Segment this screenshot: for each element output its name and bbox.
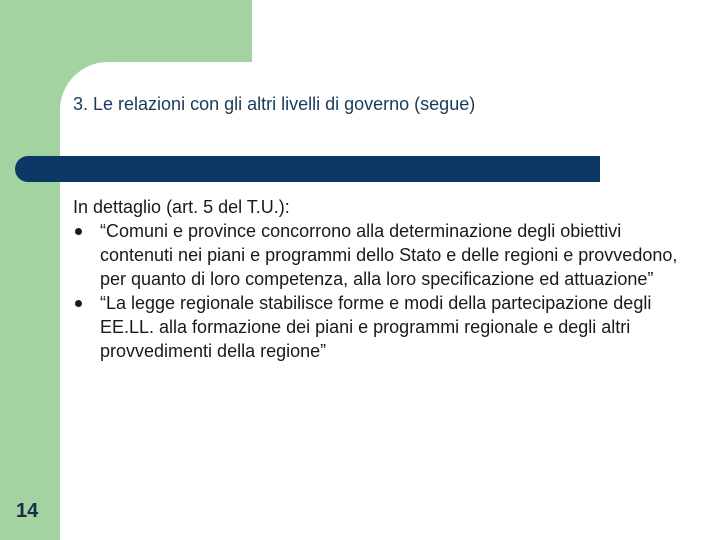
- page-number: 14: [16, 500, 39, 522]
- title-underline-bar: [15, 156, 600, 182]
- bullet-item: [73, 219, 693, 291]
- slide-body: [73, 195, 693, 363]
- bullet-dot-icon: [75, 228, 82, 235]
- bullet-text: “Comuni e province concorrono alla determinazione degli obiettivi contenuti nei piani e programmi dello Stato e delle regioni e provvedono, per quanto di loro competenza, alla loro specificazione ed attuazione”: [100, 221, 678, 289]
- intro-text: In dettaglio (art. 5 del T.U.):: [73, 197, 290, 217]
- bullet-item: [73, 291, 693, 363]
- bullet-dot-icon: [75, 300, 82, 307]
- slide-title: 3. Le relazioni con gli altri livelli di governo (segue): [73, 94, 476, 114]
- bullet-list: [73, 219, 693, 363]
- bullet-text: “La legge regionale stabilisce forme e modi della partecipazione degli EE.LL. alla formazione dei piani e programmi regionale e degli altri provvedimenti della regione”: [100, 293, 652, 361]
